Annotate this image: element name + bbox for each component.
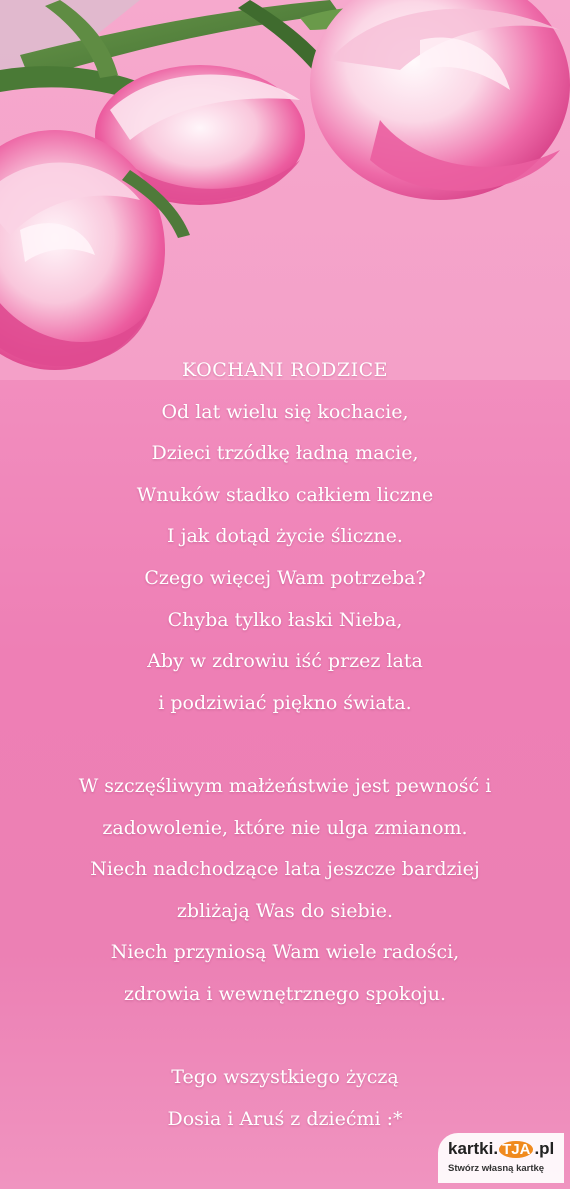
- wish-line: Niech przyniosą Wam wiele radości,: [110, 941, 460, 964]
- poem-line: Chyba tylko łaski Nieba,: [167, 608, 403, 631]
- logo-badge: TJA: [499, 1141, 533, 1158]
- logo-word-start: kartki.: [448, 1139, 499, 1158]
- poem-line: Czego więcej Wam potrzeba?: [144, 566, 426, 589]
- wish-line: zadowolenie, które nie ulga zmianom.: [102, 816, 468, 839]
- poem-line: Od lat wielu się kochacie,: [161, 400, 409, 423]
- logo-slogan: Stwórz własną kartkę: [448, 1163, 545, 1174]
- logo-wordmark: [448, 1139, 554, 1159]
- wish-line: zdrowia i wewnętrznego spokoju.: [123, 982, 447, 1005]
- wish-line: zbliżają Was do siebie.: [176, 899, 394, 922]
- poem-title: KOCHANI RODZICE: [182, 359, 388, 381]
- stanza-spacer: [20, 1016, 550, 1058]
- poem-line: i podziwiać piękno świata.: [158, 691, 412, 714]
- poem-line: I jak dotąd życie śliczne.: [167, 525, 403, 548]
- logo-word-end: .pl: [534, 1139, 555, 1158]
- signature-line: Dosia i Aruś z dziećmi :*: [167, 1107, 403, 1130]
- wish-line: Niech nadchodzące lata jeszcze bardziej: [90, 858, 480, 881]
- closing-line: Tego wszystkiego życzą: [171, 1066, 399, 1089]
- poem-line: Wnuków stadko całkiem liczne: [136, 483, 434, 506]
- site-logo[interactable]: [438, 1133, 564, 1183]
- roses-photo: [0, 0, 570, 380]
- wish-line: W szczęśliwym małżeństwie jest pewność i: [78, 774, 492, 797]
- stanza-spacer: [20, 724, 550, 766]
- poem-line: Aby w zdrowiu iść przez lata: [147, 650, 423, 673]
- poem-line: Dzieci trzódkę ładną macie,: [151, 442, 419, 465]
- greeting-poem: [20, 350, 550, 1140]
